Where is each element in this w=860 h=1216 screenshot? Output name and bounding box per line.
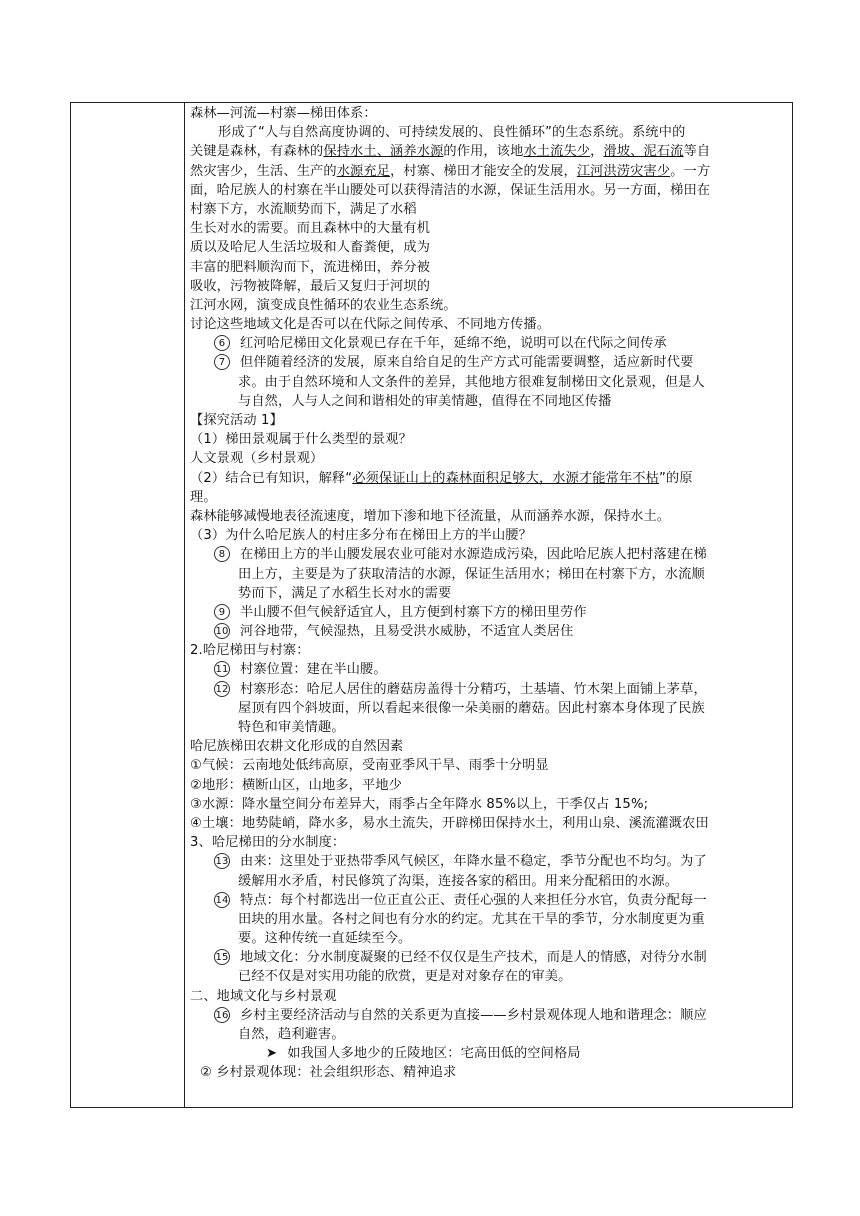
- question: （3）为什么哈尼族人的村庄多分布在梯田上方的半山腰？: [190, 528, 532, 544]
- section-heading: 3、哈尼梯田的分水制度：: [190, 835, 346, 851]
- text-line: 丰富的肥料顺沟而下，流进梯田，养分被: [190, 259, 431, 275]
- text-span: 如我国人多地少的丘陵地区：宅高田低的空间格局: [287, 1046, 581, 1062]
- circled-number: 8: [214, 546, 230, 562]
- text-span: ，: [590, 144, 604, 160]
- text-line: 吸收，污物被降解，最后又复归于河坝的: [190, 278, 431, 294]
- underlined-text: 水土流失少: [523, 144, 591, 160]
- underlined-text: 江河洪涝灾害少: [576, 163, 671, 179]
- text-span: 然灾害少，生活、生产的: [190, 163, 337, 179]
- text-line: 讨论这些地域文化是否可以在代际之间传承、不同地方传播。: [190, 317, 551, 333]
- question: [190, 469, 786, 488]
- text-span: （2）结合已有知识，解释“: [190, 470, 353, 486]
- text-line: [190, 545, 786, 564]
- text-span: 村寨形态：哈尼人居住的蘑菇房盖得十分精巧，土基墙、竹木架上面铺上茅草，: [240, 681, 707, 697]
- text-line: [190, 660, 786, 679]
- text-span: 的作用，该地: [443, 144, 524, 160]
- answer: 人文景观（乡村景观）: [190, 451, 324, 467]
- question: （1）梯田景观属于什么类型的景观？: [190, 432, 412, 448]
- circled-number: 12: [214, 681, 230, 697]
- text-line: 田上方，主要是为了获取清洁的水源，保证生活用水；梯田在村寨下方，水流顺: [238, 566, 705, 582]
- text-span: 关键是森林，有森林的: [190, 144, 324, 160]
- circled-number: 9: [214, 604, 230, 620]
- text-line: 理。: [190, 489, 217, 505]
- bullet-line: [190, 1044, 786, 1063]
- text-span: 村寨位置：建在半山腰。: [240, 662, 387, 678]
- text-line: 要。这种传统一直延续至今。: [238, 931, 412, 947]
- text-line: [190, 334, 786, 353]
- circled-number: 15: [214, 949, 230, 965]
- right-column: [185, 103, 792, 1107]
- circled-number: 13: [214, 853, 230, 869]
- text-line: 质以及哈尼人生活垃圾和人畜粪便，成为: [190, 240, 431, 256]
- text-line: [190, 142, 786, 161]
- text-line: 田块的用水量。各村之间也有分水的约定。尤其在干旱的季节，分水制度更为重: [238, 911, 705, 927]
- underlined-text: 保持水土、涵养水源: [323, 144, 444, 160]
- text-line: [190, 353, 786, 372]
- text-line: [190, 852, 786, 871]
- text-span: 由来：这里处于亚热带季风气候区，年降水量不稳定，季节分配也不均匀。为了: [240, 854, 707, 870]
- text-line: 屋顶有四个斜坡面，所以看起来很像一朵美丽的蘑菇。因此村寨本身体现了民族: [238, 700, 705, 716]
- text-line: ③水源：降水量空间分布差异大，雨季占全年降水 85%以上，干季仅占 15%;: [190, 796, 649, 812]
- text-line: 江河水网，演变成良性循环的农业生态系统。: [190, 297, 457, 313]
- circled-number: 14: [214, 892, 230, 908]
- section-heading: 哈尼族梯田农耕文化形成的自然因素: [190, 739, 404, 755]
- text-line: 自然，趋利避害。: [238, 1027, 345, 1042]
- section-heading: 2.哈尼梯田与村寨：: [190, 643, 310, 659]
- text-line: 形成了“人与自然高度协调的、可持续发展的、良性循环”的生态系统。系统中的: [218, 125, 686, 141]
- text-span: 地域文化：分水制度凝聚的已经不仅仅是生产技术，而是人的情感，对待分水制: [240, 950, 707, 966]
- text-span: 河谷地带，气候湿热，且易受洪水威胁，不适宜人类居住: [240, 624, 574, 640]
- text-line: 势而下，满足了水稻生长对水的需要: [238, 585, 452, 601]
- circled-number: 11: [214, 661, 230, 677]
- text-span: 乡村主要经济活动与自然的关系更为直接——乡村景观体现人地和谐理念：顺应: [240, 1007, 707, 1023]
- text-line: 缓解用水矛盾，村民修筑了沟渠，连接各家的稻田。用来分配稻田的水源。: [238, 873, 679, 889]
- text-span: 在梯田上方的半山腰发展农业可能对水源造成污染，因此哈尼族人把村落建在梯: [240, 547, 707, 563]
- text-line: ② 乡村景观体现：社会组织形态、精神追求: [200, 1065, 457, 1081]
- text-span: 。一方: [670, 163, 711, 179]
- text-line: 与自然，人与人之间和谐相处的审美情趣，值得在不同地区传播: [238, 393, 612, 409]
- text-line: 生长对水的需要。而且森林中的大量有机: [190, 221, 431, 237]
- text-span: 半山腰不但气候舒适宜人，且方便到村寨下方的梯田里劳作: [240, 604, 587, 620]
- text-line: 村寨下方，水流顺势而下，满足了水稻: [190, 201, 417, 217]
- answer: 森林能够减慢地表径流速度，增加下渗和地下径流量，从而涵养水源，保持水土。: [190, 508, 671, 524]
- text-line: 面，哈尼族人的村寨在半山腰处可以获得清洁的水源，保证生活用水。另一方面，梯田在: [190, 182, 711, 198]
- circled-number: 6: [214, 335, 230, 351]
- section-heading: 【探究活动 1】: [190, 413, 283, 428]
- underlined-text: 水源充足: [336, 163, 391, 179]
- left-column: [71, 103, 185, 1107]
- text-line: 森林—河流—村寨—梯田体系：: [190, 106, 377, 121]
- circled-number: 10: [214, 623, 230, 639]
- underlined-text: 必须保证山上的森林面积足够大，水源才能常年不枯: [352, 470, 659, 486]
- text-span: 特点：每个村都选出一位正直公正、责任心强的人来担任分水官，负责分配每一: [240, 892, 707, 908]
- circled-number: 7: [214, 354, 230, 370]
- text-line: [190, 891, 786, 910]
- arrow-bullet-icon: ➤: [266, 1046, 278, 1062]
- text-line: 特色和审美情趣。: [238, 720, 345, 735]
- text-span: ，村寨、梯田才能安全的发展，: [390, 163, 577, 179]
- text-line: [190, 680, 786, 699]
- underlined-text: 滑坡、泥石流: [603, 144, 684, 160]
- text-line: [190, 948, 786, 967]
- text-line: ④土壤：地势陡峭，降水多，易水土流失，开辟梯田保持水土，利用山泉、溪流灌溉农田: [190, 815, 709, 831]
- text-line: ①气候：云南地处低纬高原，受南亚季风干旱、雨季十分明显: [190, 758, 549, 774]
- section-heading: 二、地域文化与乡村景观: [190, 988, 337, 1004]
- text-line: [190, 1006, 786, 1025]
- content-table: [70, 102, 793, 1108]
- text-span: 等自: [683, 144, 711, 160]
- text-line: ②地形：横断山区，山地多，平地少: [190, 777, 403, 793]
- text-line: [190, 622, 786, 641]
- text-span: 红河哈尼梯田文化景观已存在千年，延绵不绝，说明可以在代际之间传承: [240, 336, 667, 352]
- text-line: [190, 603, 786, 622]
- circled-number: 16: [214, 1007, 230, 1023]
- text-span: 但伴随着经济的发展，原来自给自足的生产方式可能需要调整，适应新时代要: [240, 355, 694, 371]
- text-span: ”的原: [659, 470, 693, 486]
- text-line: 已经不仅是对实用功能的欣赏，更是对对象存在的审美。: [238, 969, 572, 985]
- text-line: [190, 162, 786, 181]
- text-line: 求。由于自然环境和人文条件的差异，其他地方很难复制梯田文化景观，但是人: [238, 374, 705, 390]
